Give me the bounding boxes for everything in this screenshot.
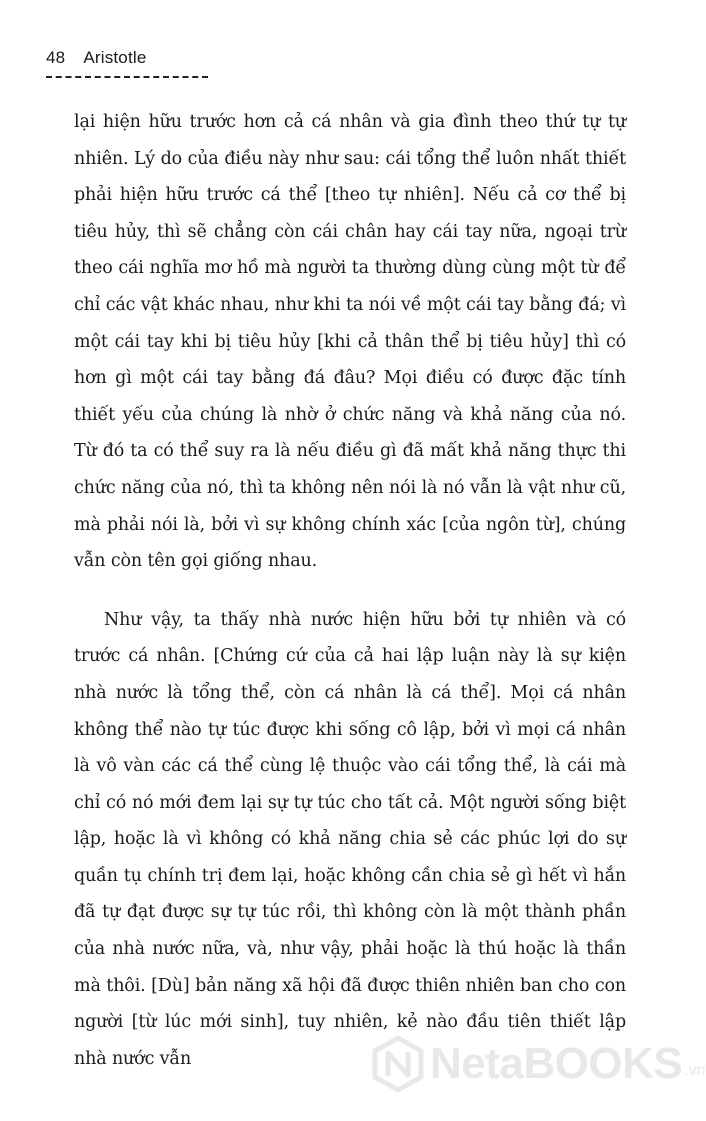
body-text — [74, 104, 626, 1077]
watermark — [370, 1036, 706, 1092]
paragraph: Như vậy, ta thấy nhà nước hiện hữu bởi tự nhiên và có trước cá nhân. [Chứng cứ của cả hai lập luận này là sự kiện nhà nước là tổng thể, còn cá nhân là cá thể]. Mọi cá nhân không thể nào tự túc được khi sống cô lập, bởi vì mọi cá nhân là vô vàn các cá thể cùng lệ thuộc vào cái tổng thể, là cái mà chỉ có nó mới đem lại sự tự túc cho tất cả. Một người sống biệt lập, hoặc là vì không có khả năng chia sẻ các phúc lợi do sự quần tụ chính trị đem lại, hoặc không cần chia sẻ gì hết vì hắn đã tự đạt được sự tự túc rồi, thì không còn là một thành phần của nhà nước nữa, và, như vậy, phải hoặc là thú hoặc là thần mà thôi. [Dù] bản năng xã hội đã được thiên nhiên ban cho con người [từ lúc mới sinh], tuy nhiên, kẻ nào đầu tiên thiết lập nhà nước vẫn — [74, 609, 626, 1069]
running-header — [46, 48, 147, 68]
header-rule — [46, 76, 208, 78]
watermark-tld: .vn — [684, 1062, 706, 1079]
neta-logo-icon — [370, 1036, 426, 1092]
paragraph: lại hiện hữu trước hơn cả cá nhân và gia đình theo thứ tự tự nhiên. Lý do của điều này như sau: cái tổng thể luôn nhất thiết phải hiện hữu trước cá thể [theo tự nhiên]. Nếu cả cơ thể bị tiêu hủy, thì sẽ chẳng còn cái chân hay cái tay nữa, ngoại trừ theo cái nghĩa mơ hồ mà người ta thường dùng cùng một từ để chỉ các vật khác nhau, như khi ta nói về một cái tay bằng đá; vì một cái tay khi bị tiêu hủy [khi cả thân thể bị tiêu hủy] thì có hơn gì một cái tay bằng đá đâu? Mọi điều có được đặc tính thiết yếu của chúng là nhờ ở chức năng và khả năng của nó. Từ đó ta có thể suy ra là nếu điều gì đã mất khả năng thực thi chức năng của nó, thì ta không nên nói là nó vẫn là vật như cũ, mà phải nói là, bởi vì sự không chính xác [của ngôn từ], chúng vẫn còn tên gọi giống nhau. — [74, 112, 626, 572]
page-number: 48 — [46, 48, 66, 67]
watermark-brand: NetaBOOKS — [430, 1039, 683, 1088]
running-title: Aristotle — [83, 48, 147, 67]
